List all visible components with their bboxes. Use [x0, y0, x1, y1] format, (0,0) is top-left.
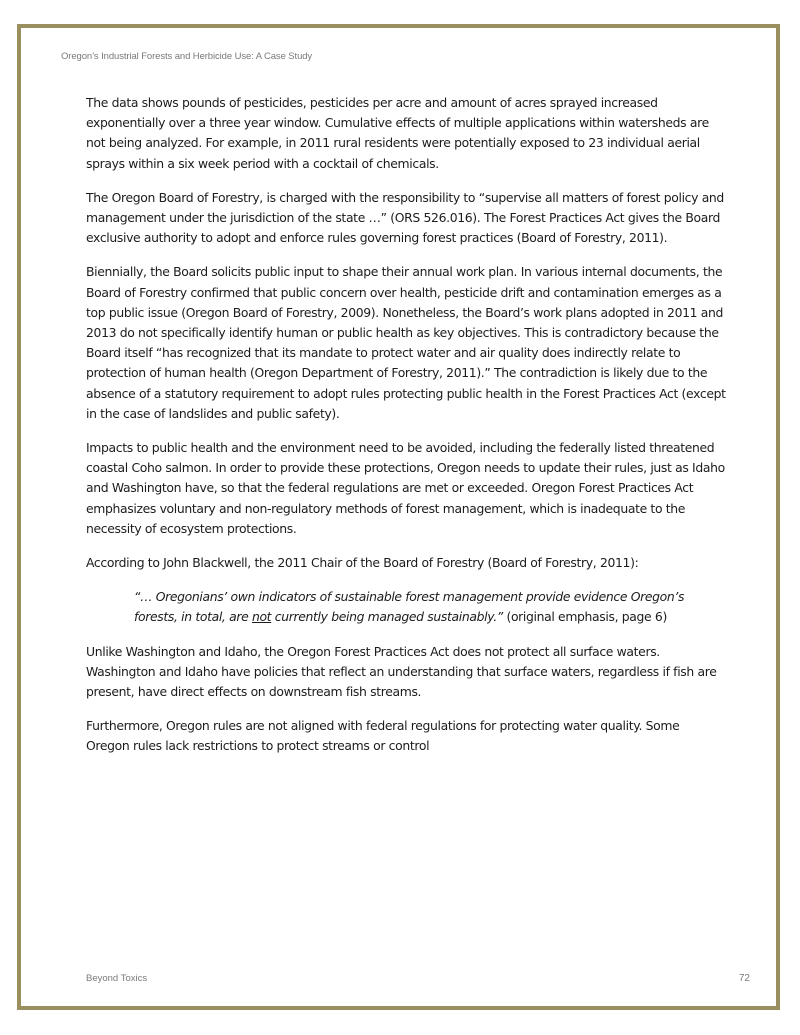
running-header: Oregon’s Industrial Forests and Herbicide Use: A Case Study	[61, 51, 313, 62]
footer-page-number: 72	[738, 973, 750, 984]
paragraph-biennial-work-plan: Biennially, the Board solicits public input to shape their annual work plan. In various internal documents, the Board of Forestry confirmed that public concern over health, pesticide drift and contamination emerges as a top public issue (Oregon Board of Forestry, 2009). Nonetheless, the Board’s work plans adopted in 2011 and 2013 do not specifically identify human or public health as key objectives. This is contradictory because the Board itself “has recognized that its mandate to protect water and air quality does indirectly relate to protection of human health (Oregon Department of Forestry, 2011).” The contradiction is likely due to the absence of a statutory requirement to adopt rules protecting public health in the Forest Practices Act (except in the case of landslides and public safety).	[86, 264, 726, 421]
paragraph-public-health-impacts: Impacts to public health and the environment need to be avoided, including the federally listed threatened coastal Coho salmon. In order to provide these protections, Oregon needs to update their rules, just as Idaho and Washington have, so that the federal regulations are met or exceeded. Oregon Forest Practices Act emphasizes voluntary and non-regulatory methods of forest management, which is inadequate to the necessity of ecosystem protections.	[86, 440, 725, 536]
block-quote	[86, 587, 726, 627]
quote-attribution: (original emphasis, page 6)	[502, 609, 667, 625]
paragraph-blackwell-intro: According to John Blackwell, the 2011 Chair of the Board of Forestry (Board of Forestry, 2011):	[86, 555, 639, 571]
body-text	[86, 93, 726, 771]
paragraph-federal-regulations: Furthermore, Oregon rules are not aligned with federal regulations for protecting water quality. Some Oregon rules lack restrictions to protect streams or control	[86, 718, 680, 754]
footer-organization: Beyond Toxics	[86, 973, 148, 984]
quote-text-before: “… Oregonians’ own indicators of sustainable forest management provide evidence Oregon’s forests, in total, are	[134, 589, 685, 625]
quote-emphasis-not: not	[251, 609, 272, 625]
paragraph-surface-waters: Unlike Washington and Idaho, the Oregon Forest Practices Act does not protect all surface waters. Washington and Idaho have policies that reflect an understanding that surface waters, regardless if fish are present, have direct effects on downstream fish streams.	[86, 643, 717, 700]
paragraph-pesticide-data: The data shows pounds of pesticides, pesticides per acre and amount of acres sprayed increased exponentially over a three year window. Cumulative effects of multiple applications within watersheds are not being analyzed. For example, in 2011 rural residents were potentially exposed to 23 individual aerial sprays within a six week period with a cocktail of chemicals.	[86, 95, 709, 171]
paragraph-board-of-forestry: The Oregon Board of Forestry, is charged with the responsibility to “supervise all matters of forest policy and management under the jurisdiction of the state …” (ORS 526.016). The Forest Practices Act gives the Board exclusive authority to adopt and enforce rules governing forest practices (Board of Forestry, 2011).	[86, 189, 724, 246]
quote-text-after: currently being managed sustainably.”	[271, 609, 503, 625]
